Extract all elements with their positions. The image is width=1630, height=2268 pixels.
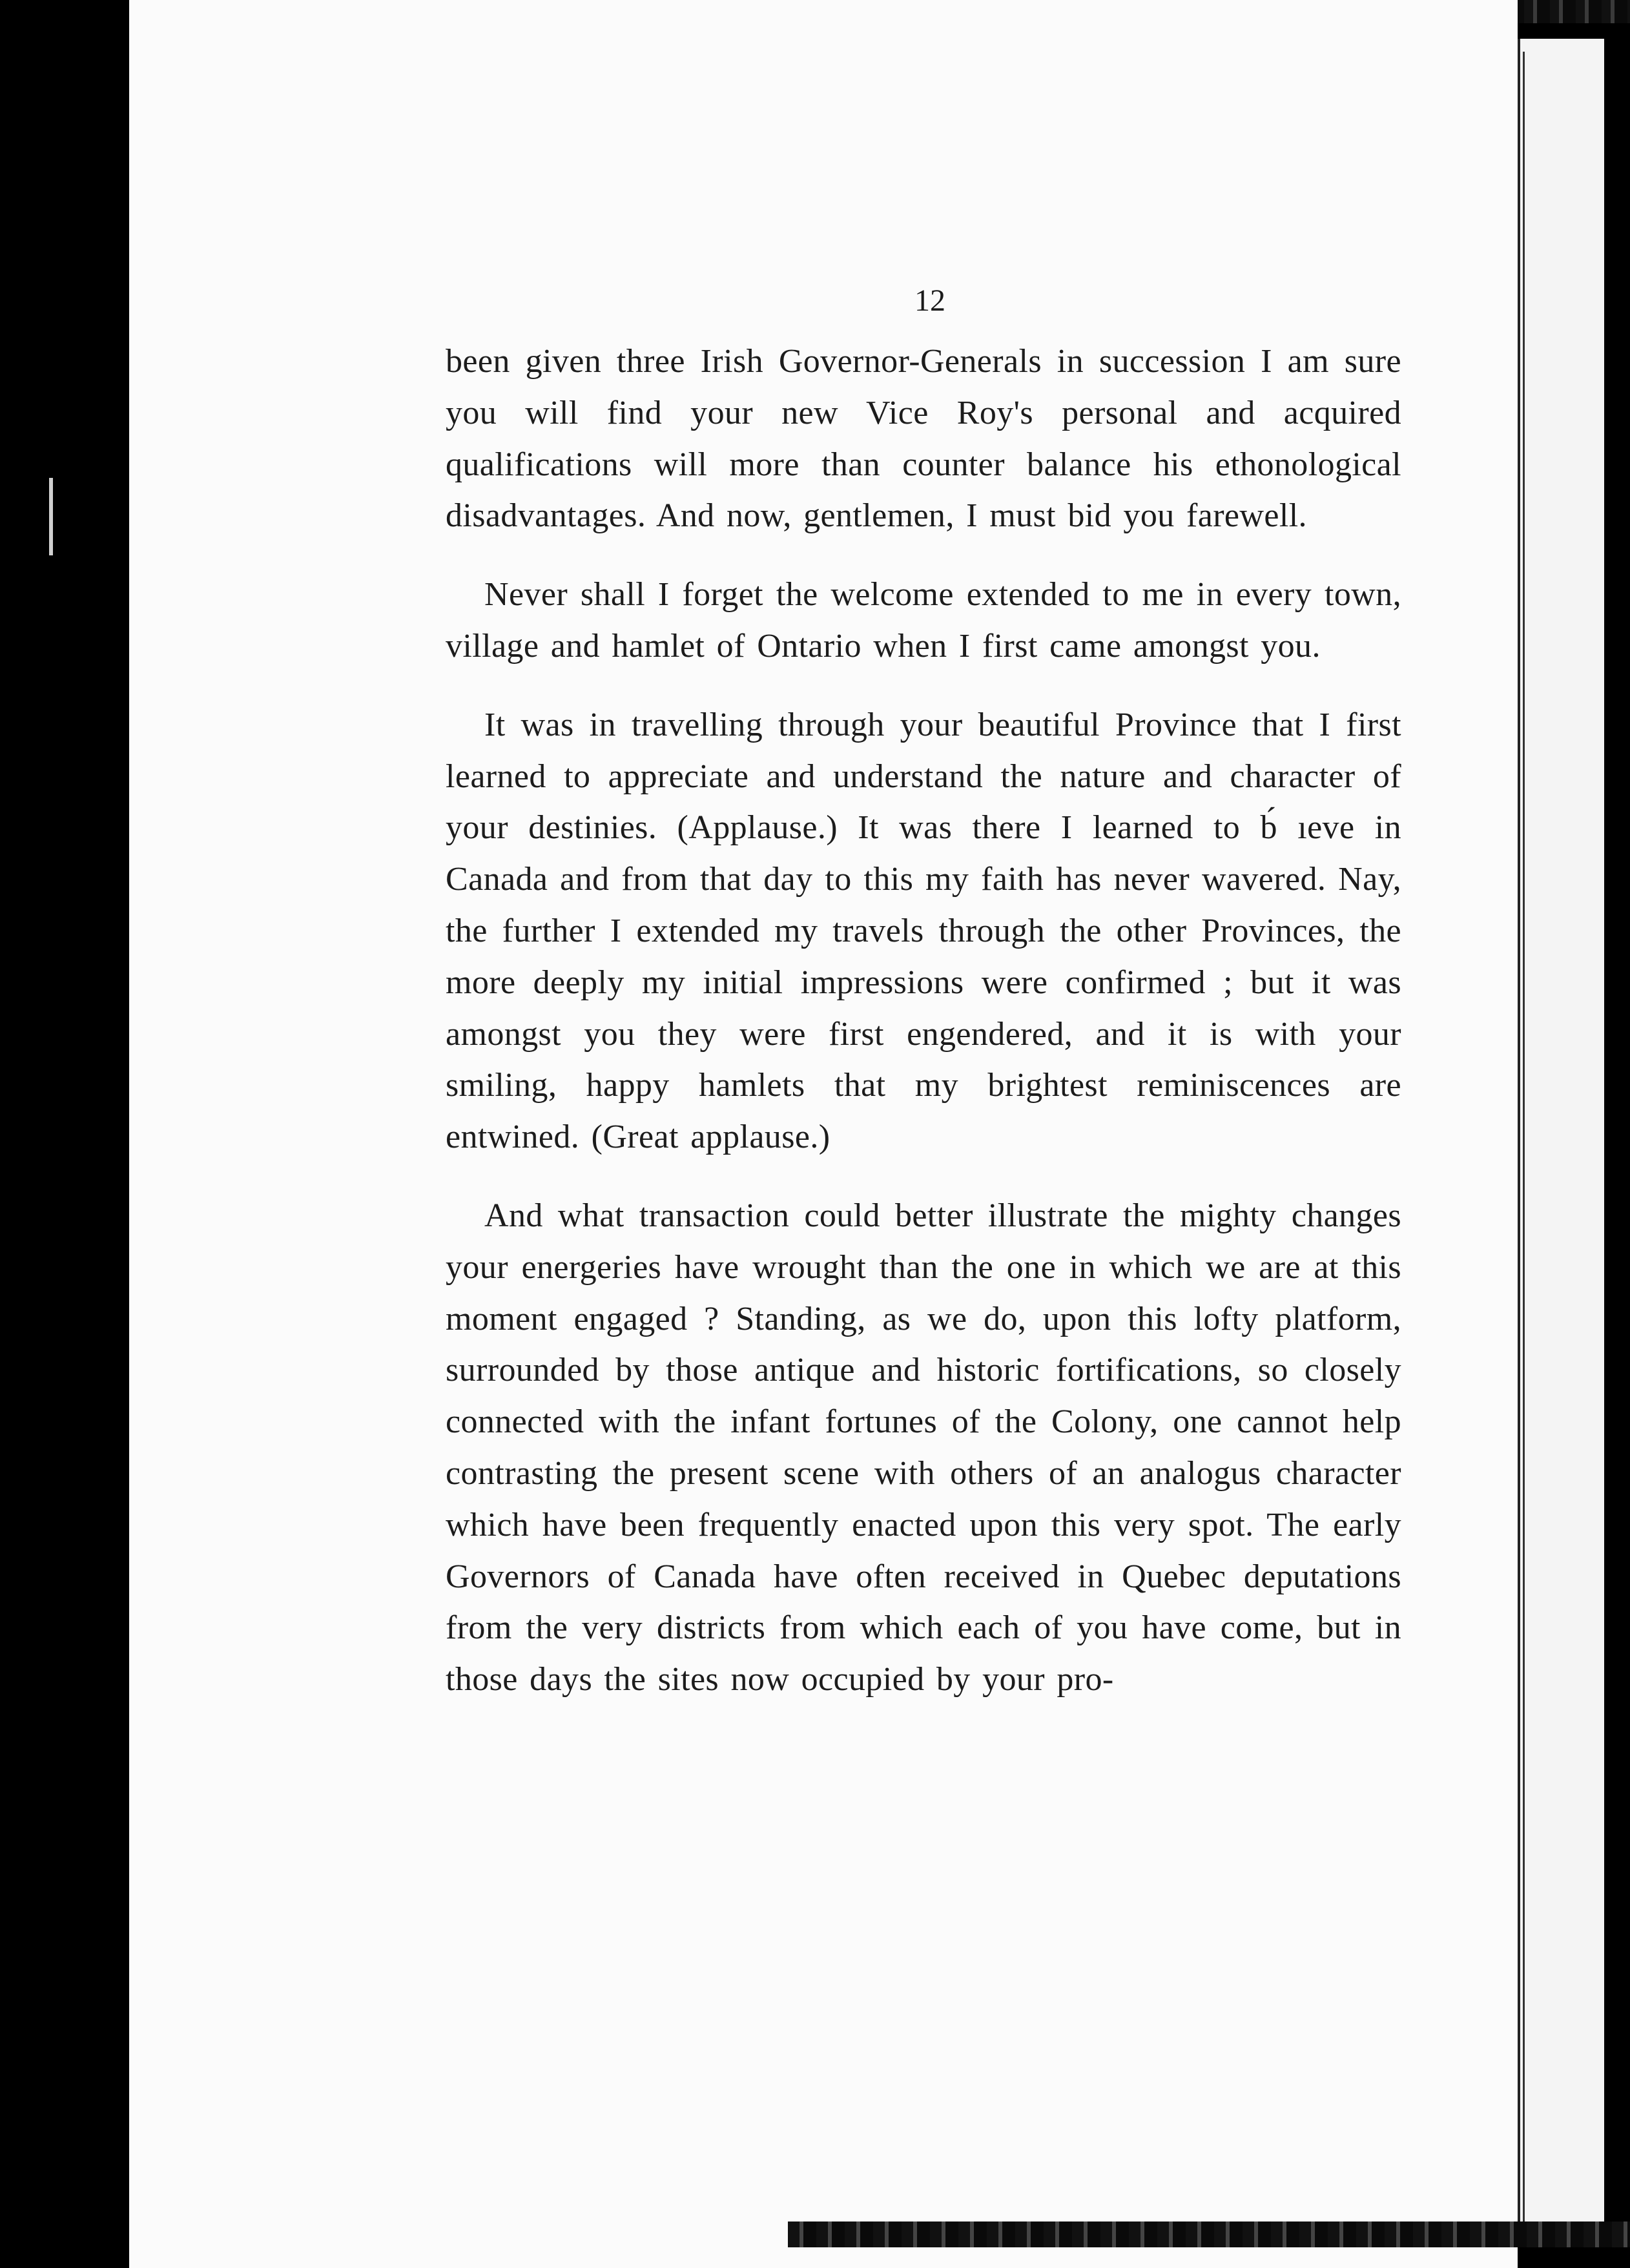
facing-page-edge: [1518, 39, 1604, 2234]
scan-left-edge-mark: [49, 478, 53, 555]
paragraph-3: It was in travelling through your beautiful Province that I first learned to appreciate and understand the nature and character of your destinies. (Applause.) It was there I learned to b́ ıeve in Canada and from that day to this my faith has never wavered. Nay, the further I extended my travels through the other Provinces, the more deeply my initial impressions were confirmed ; but it was amongst you they were first engendered, and it is with your smiling, happy hamlets that my brightest reminiscences are entwined. (Great applause.): [446, 706, 1401, 1156]
paragraph-1: been given three Irish Governor-Generals in succession I am sure you will find your new Vice Roy's personal and acquired qualifications will more than counter balance his ethonological disadvantages. And now, gentlemen, I must bid you farewell.: [446, 343, 1401, 535]
body-text: [446, 336, 1401, 1733]
scan-bottom-edge: [788, 2222, 1630, 2247]
paragraph-4: And what transaction could better illustrate the mighty changes your energeries have wrought than the one in which we are at this moment engaged ? Standing, as we do, upon this lofty platform, surrounded by those antique and historic fortifications, so closely connected with the infant fortunes of the Colony, one cannot help contrasting the present scene with others of an analogus character which have been frequently enacted upon this very spot. The early Governors of Canada have often received in Quebec deputations from the very districts from which each of you have come, but in those days the sites now occupied by your pro-: [446, 1197, 1401, 1698]
book-page: [129, 0, 1518, 2268]
page-number: 12: [914, 284, 945, 318]
paragraph-2: Never shall I forget the welcome extended to me in every town, village and hamlet of Ontario when I first came amongst you.: [446, 576, 1401, 665]
gutter-line: [1523, 52, 1525, 2234]
